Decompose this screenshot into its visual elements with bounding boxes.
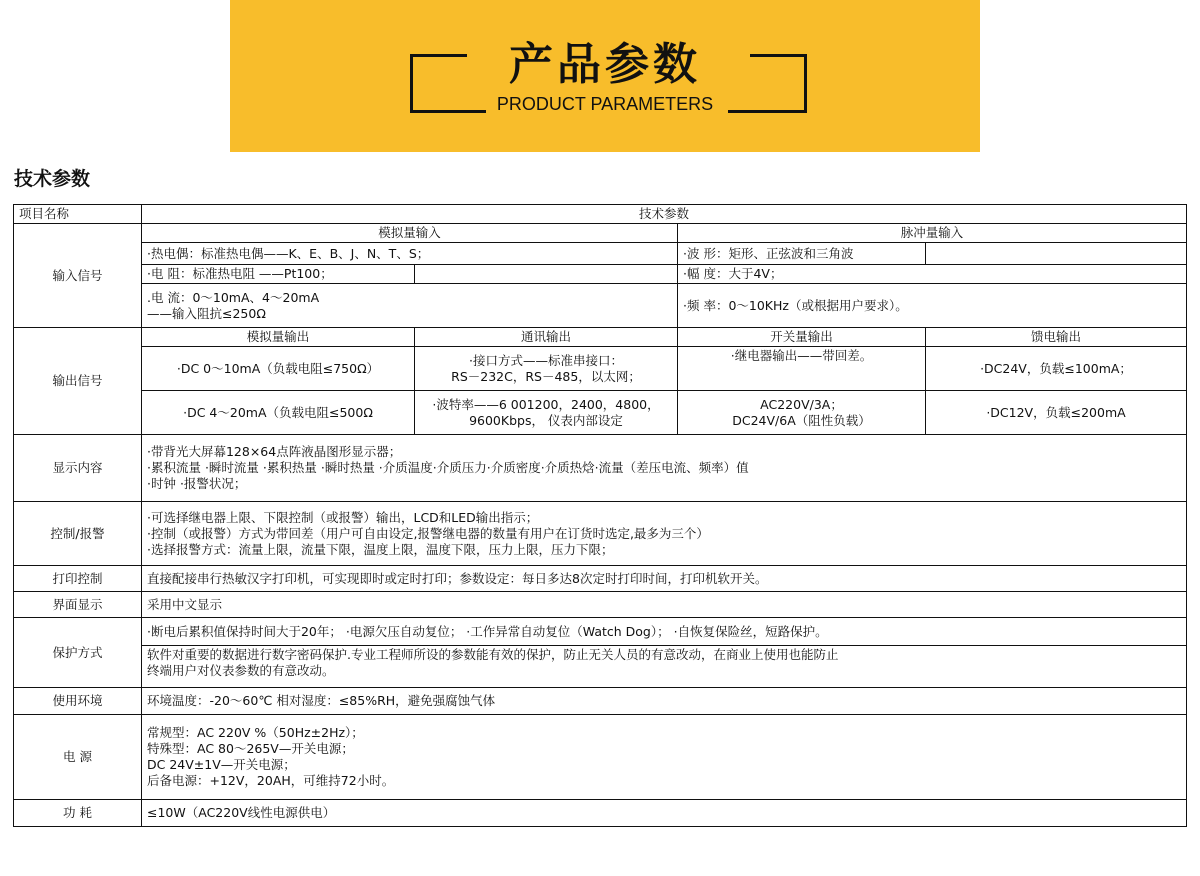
table-row	[14, 715, 1187, 800]
switch-output-2	[678, 391, 926, 435]
analog-output-header: 模拟量输出	[142, 328, 415, 347]
table-row	[14, 592, 1187, 618]
display-cell	[142, 435, 1187, 502]
comm-output-header: 通讯输出	[415, 328, 678, 347]
table-row	[14, 224, 1187, 243]
table-row	[14, 646, 1187, 688]
environment-label: 使用环境	[14, 688, 142, 715]
current-cell	[142, 284, 678, 328]
amplitude-cell: ·幅 度：大于4V；	[678, 265, 1187, 284]
display-line-1: ·带背光大屏幕128×64点阵液晶图形显示器；	[147, 444, 402, 459]
table-row	[14, 265, 1187, 284]
banner-title: 产品参数	[509, 39, 701, 90]
table-row	[14, 328, 1187, 347]
comm-output-2	[415, 391, 678, 435]
table-row	[14, 618, 1187, 646]
table-header-row	[14, 205, 1187, 224]
switch-2-line-2: DC24V/6A（阻性负载）	[732, 412, 871, 428]
table-row	[14, 391, 1187, 435]
pulse-input-header: 脉冲量输入	[678, 224, 1187, 243]
table-row	[14, 688, 1187, 715]
comm-2-line-1: ·波特率——6 001200，2400，4800，	[432, 396, 660, 412]
section-title: 技术参数	[14, 168, 91, 190]
table-row	[14, 566, 1187, 592]
protection-cell-1: ·断电后累积值保持时间大于20年； ·电源欠压自动复位； ·工作异常自动复位（Watch Dog）； ·自恢复保险丝，短路保护。	[142, 618, 1187, 646]
header-item-name: 项目名称	[14, 205, 142, 224]
table-row	[14, 243, 1187, 265]
protection-label: 保护方式	[14, 618, 142, 688]
analog-input-header: 模拟量输入	[142, 224, 678, 243]
protection-line-3: 终端用户对仪表参数的有意改动。	[147, 663, 335, 678]
power-line-4: 后备电源：+12V，20AH，可维持72小时。	[147, 773, 395, 788]
table-row	[14, 502, 1187, 566]
table-row	[14, 435, 1187, 502]
protection-line-2: 软件对重要的数据进行数字密码保护.专业工程师所设的参数能有效的保护，防止无关人员的有意改动，在商业上使用也能防止	[147, 647, 839, 662]
power-cell	[142, 715, 1187, 800]
analog-output-1: ·DC 0～10mA（负载电阻≤750Ω）	[142, 347, 415, 391]
waveform-cell: ·波 形：矩形、正弦波和三角波	[678, 243, 926, 265]
control-line-3: ·选择报警方式：流量上限，流量下限，温度上限，温度下限，压力上限，压力下限；	[147, 541, 614, 557]
power-label: 电 源	[14, 715, 142, 800]
display-line-2: ·累积流量 ·瞬时流量 ·累积热量 ·瞬时热量 ·介质温度·介质压力·介质密度·介质热焓·流量（差压电流、频率）值	[147, 460, 749, 475]
consumption-cell: ≤10W（AC220V线性电源供电）	[142, 800, 1187, 827]
interface-cell: 采用中文显示	[142, 592, 1187, 618]
empty-cell	[415, 265, 678, 284]
comm-2-line-2: 9600Kbps， 仪表内部设定	[469, 412, 623, 428]
print-cell: 直接配接串行热敏汉字打印机，可实现即时或定时打印；参数设定：每日多达8次定时打印时间，打印机软开关。	[142, 566, 1187, 592]
feed-output-header: 馈电输出	[926, 328, 1187, 347]
banner-subtitle: PRODUCT PARAMETERS	[496, 94, 714, 114]
frequency-cell: ·频 率：0～10KHz（或根据用户要求）。	[678, 284, 1187, 328]
analog-output-2: ·DC 4～20mA（负载电阻≤500Ω	[142, 391, 415, 435]
comm-1-line-1: ·接口方式——标准串接口：	[469, 352, 623, 368]
control-line-2: ·控制（或报警）方式为带回差（用户可自由设定,报警继电器的数量有用户在订货时选定,最多为三个）	[147, 525, 709, 541]
table-row	[14, 347, 1187, 391]
display-label: 显示内容	[14, 435, 142, 502]
thermocouple-cell: ·热电偶：标准热电偶——K、E、B、J、N、T、S；	[142, 243, 678, 265]
output-label: 输出信号	[14, 328, 142, 435]
power-line-1: 常规型：AC 220V %（50Hz±2Hz）；	[147, 725, 364, 740]
control-line-1: ·可选择继电器上限、下限控制（或报警）输出，LCD和LED输出指示；	[147, 509, 539, 525]
protection-cell-2	[142, 646, 1187, 688]
feed-output-1: ·DC24V，负载≤100mA；	[926, 347, 1187, 391]
spec-table	[13, 204, 1187, 827]
control-cell	[142, 502, 1187, 566]
power-line-3: DC 24V±1V—开关电源；	[147, 757, 296, 772]
print-label: 打印控制	[14, 566, 142, 592]
comm-1-line-2: RS－232C，RS－485，以太网；	[451, 368, 641, 384]
header-tech-params: 技术参数	[142, 205, 1187, 224]
switch-output-1: ·继电器输出——带回差。	[678, 347, 926, 391]
empty-cell	[926, 243, 1187, 265]
feed-output-2: ·DC12V，负载≤200mA	[926, 391, 1187, 435]
interface-label: 界面显示	[14, 592, 142, 618]
switch-2-line-1: AC220V/3A；	[760, 396, 843, 412]
environment-cell: 环境温度：-20～60℃ 相对湿度：≤85%RH，避免强腐蚀气体	[142, 688, 1187, 715]
switch-output-header: 开关量输出	[678, 328, 926, 347]
current-line-1: .电 流：0～10mA、4～20mA	[147, 289, 320, 305]
input-label: 输入信号	[14, 224, 142, 328]
display-line-3: ·时钟 ·报警状况；	[147, 476, 247, 491]
table-row	[14, 800, 1187, 827]
resistance-cell: ·电 阻：标准热电阻 ——Pt100；	[142, 265, 415, 284]
control-label: 控制/报警	[14, 502, 142, 566]
header-banner	[230, 0, 980, 152]
consumption-label: 功 耗	[14, 800, 142, 827]
power-line-2: 特殊型：AC 80～265V—开关电源；	[147, 741, 354, 756]
comm-output-1	[415, 347, 678, 391]
table-row	[14, 284, 1187, 328]
current-line-2: ——输入阻抗≤250Ω	[147, 305, 266, 321]
